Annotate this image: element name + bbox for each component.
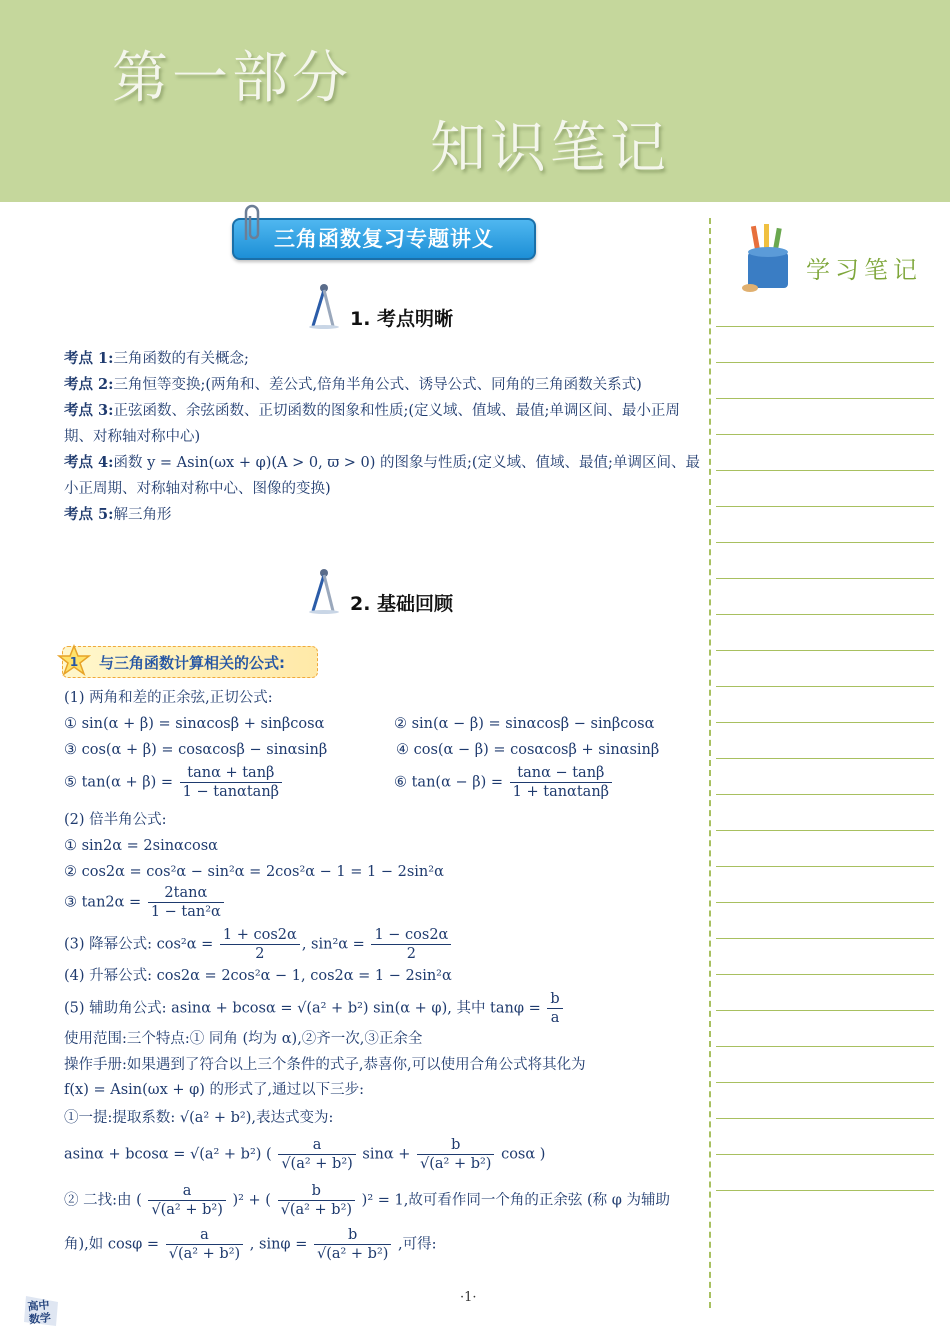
logo-icon xyxy=(22,1292,62,1328)
formula-heading: (2) 倍半角公式: xyxy=(64,812,167,828)
numerator: 1 − cos2α xyxy=(371,926,451,945)
note-line xyxy=(716,866,934,867)
kaodian-item xyxy=(64,346,704,372)
formula-line: (4) 升幂公式: cos2α = 2cos²α − 1, cos2α = 1 − 2sin²α xyxy=(64,968,452,984)
formula-text: ,可得: xyxy=(398,1236,437,1253)
formula-line: ② sin(α − β) = sinαcosβ − sinβcosα xyxy=(394,716,655,732)
note-line xyxy=(716,326,934,327)
numerator: a xyxy=(278,1136,355,1155)
formula-text: ② 二找:由 ( xyxy=(64,1192,142,1209)
numerator: a xyxy=(148,1182,225,1201)
fraction xyxy=(148,1182,225,1219)
formula-text: ⑥ tan(α − β) = xyxy=(394,774,504,791)
formula-line: ① sin2α = 2sinαcosα xyxy=(64,838,218,854)
formula-line: ③ cos(α + β) = cosαcosβ − sinαsinβ xyxy=(64,742,328,758)
numerator: a xyxy=(166,1226,243,1245)
denominator: 2 xyxy=(255,946,265,962)
svg-text:数学: 数学 xyxy=(28,1311,52,1327)
svg-text:高中: 高中 xyxy=(26,1298,51,1314)
denominator: √(a² + b²) xyxy=(316,1246,389,1262)
numerator: b xyxy=(278,1182,355,1201)
formula-text: asinα + bcosα = √(a² + b²) ( xyxy=(64,1146,272,1163)
subsection-title: 与三角函数计算相关的公式: xyxy=(99,654,285,672)
compass-icon xyxy=(306,282,342,330)
kaodian-text: 三角函数的有关概念; xyxy=(113,351,249,367)
kaodian-item xyxy=(64,502,704,528)
formula-line xyxy=(394,764,614,801)
note-line xyxy=(716,362,934,363)
formula-line xyxy=(64,1226,437,1263)
kaodian-label: 考点 3: xyxy=(64,402,114,419)
note-line xyxy=(716,902,934,903)
kaodian-text: 函数 y = Asin(ωx + φ)(A > 0, ϖ > 0) 的图象与性质;(定义域、值域、最值;单调区间、最小正周期、对称轴对称中心、图像的变换) xyxy=(64,455,700,497)
formula-line xyxy=(64,1136,545,1173)
note-line xyxy=(716,1082,934,1083)
formula-text: , sin²α = xyxy=(301,936,365,953)
note-line xyxy=(716,578,934,579)
formula-text: (3) 降幂公式: cos²α = xyxy=(64,936,214,953)
denominator: √(a² + b²) xyxy=(419,1156,492,1172)
fraction xyxy=(510,764,612,801)
text-line: 使用范围:三个特点:① 同角 (均为 α),②齐一次,③正余全 xyxy=(64,1031,423,1047)
kaodian-item xyxy=(64,450,704,502)
fraction xyxy=(148,884,224,921)
formula-text: ⑤ tan(α + β) = xyxy=(64,774,174,791)
subsection-badge xyxy=(62,646,318,678)
fraction xyxy=(278,1136,355,1173)
formula-text: , sinφ = xyxy=(249,1236,308,1253)
formula-line: ④ cos(α − β) = cosαcosβ + sinαsinβ xyxy=(396,742,660,758)
formula-line xyxy=(64,884,226,921)
fraction xyxy=(371,926,451,963)
document-title-text: 三角函数复习专题讲义 xyxy=(274,227,494,251)
text-line: f(x) = Asin(ωx + φ) 的形式了,通过以下三步: xyxy=(64,1082,365,1098)
note-line xyxy=(716,1154,934,1155)
fraction xyxy=(278,1182,355,1219)
note-line xyxy=(716,758,934,759)
fraction xyxy=(166,1226,243,1263)
formula-line: ① sin(α + β) = sinαcosβ + sinβcosα xyxy=(64,716,325,732)
kaodian-label: 考点 2: xyxy=(64,376,114,393)
document-title xyxy=(232,218,536,260)
kaodian-text: 正弦函数、余弦函数、正切函数的图象和性质;(定义域、值域、最值;单调区间、最小正周期、对称轴对称中心) xyxy=(64,403,680,445)
note-line xyxy=(716,398,934,399)
formula-text: cosα ) xyxy=(501,1146,546,1163)
note-line xyxy=(716,974,934,975)
kaodian-label: 考点 4: xyxy=(64,454,114,471)
header-banner xyxy=(0,0,950,202)
denominator: √(a² + b²) xyxy=(168,1246,241,1262)
note-line xyxy=(716,614,934,615)
pencil-cup-icon xyxy=(740,222,796,294)
numerator: b xyxy=(417,1136,494,1155)
note-line xyxy=(716,506,934,507)
kaodian-text: 解三角形 xyxy=(113,507,172,523)
formula-line xyxy=(64,926,453,963)
badge-number: 1 xyxy=(69,655,79,669)
compass-icon xyxy=(306,567,342,615)
column-divider xyxy=(709,218,711,1308)
note-line xyxy=(716,470,934,471)
formula-text: )² = 1,故可看作同一个角的正余弦 (称 φ 为辅助 xyxy=(361,1192,670,1209)
formula-text: 角),如 cosφ = xyxy=(64,1236,160,1253)
star-icon xyxy=(57,644,91,678)
formula-text: sinα + xyxy=(362,1146,411,1163)
kaodian-item xyxy=(64,398,704,450)
denominator: √(a² + b²) xyxy=(281,1156,353,1172)
fraction xyxy=(547,990,562,1027)
formula-line xyxy=(64,1182,670,1219)
text-line: 操作手册:如果遇到了符合以上三个条件的式子,恭喜你,可以使用合角公式将其化为 xyxy=(64,1057,586,1073)
fraction xyxy=(417,1136,494,1173)
numerator: tanα − tanβ xyxy=(510,764,612,783)
kaodian-list xyxy=(64,346,704,528)
kaodian-label: 考点 1: xyxy=(64,350,114,367)
part-title: 第一部分 xyxy=(112,46,352,111)
fraction xyxy=(220,926,300,963)
kaodian-item xyxy=(64,372,704,398)
notes-title: 学习笔记 xyxy=(806,256,922,284)
numerator: 1 + cos2α xyxy=(220,926,300,945)
denominator: 2 xyxy=(406,946,416,962)
note-line xyxy=(716,1010,934,1011)
text-line: ①一提:提取系数: √(a² + b²),表达式变为: xyxy=(64,1110,334,1126)
section-heading-1: 1. 考点明晰 xyxy=(350,308,454,330)
note-line xyxy=(716,542,934,543)
fraction xyxy=(180,764,282,801)
kaodian-text: 三角恒等变换;(两角和、差公式,倍角半角公式、诱导公式、同角的三角函数关系式) xyxy=(113,377,642,393)
note-line xyxy=(716,686,934,687)
note-line xyxy=(716,1046,934,1047)
note-line xyxy=(716,650,934,651)
page-number: ·1· xyxy=(460,1290,477,1305)
formula-text: ③ tan2α = xyxy=(64,894,142,911)
note-line xyxy=(716,434,934,435)
fraction xyxy=(314,1226,391,1263)
formula-heading: (1) 两角和差的正余弦,正切公式: xyxy=(64,690,273,706)
denominator: 1 − tan²α xyxy=(150,904,221,920)
denominator: a xyxy=(550,1010,560,1026)
formula-text: (5) 辅助角公式: asinα + bcosα = √(a² + b²) sin(α + φ), 其中 tanφ = xyxy=(64,1000,541,1017)
note-line xyxy=(716,938,934,939)
denominator: √(a² + b²) xyxy=(280,1202,353,1218)
note-line xyxy=(716,1118,934,1119)
denominator: √(a² + b²) xyxy=(151,1202,223,1218)
formula-line: ② cos2α = cos²α − sin²α = 2cos²α − 1 = 1 − 2sin²α xyxy=(64,864,444,880)
formula-line xyxy=(64,990,565,1027)
kaodian-label: 考点 5: xyxy=(64,506,114,523)
note-line xyxy=(716,722,934,723)
note-line xyxy=(716,1190,934,1191)
note-line xyxy=(716,794,934,795)
denominator: 1 − tanαtanβ xyxy=(182,784,280,800)
section-heading-2: 2. 基础回顾 xyxy=(350,593,454,615)
numerator: tanα + tanβ xyxy=(180,764,282,783)
numerator: b xyxy=(547,990,562,1009)
numerator: b xyxy=(314,1226,391,1245)
denominator: 1 + tanαtanβ xyxy=(512,784,610,800)
note-line xyxy=(716,830,934,831)
formula-text: )² + ( xyxy=(232,1192,271,1209)
paperclip-icon xyxy=(238,204,262,244)
formula-line xyxy=(64,764,284,801)
part-subtitle: 知识笔记 xyxy=(430,116,670,181)
numerator: 2tanα xyxy=(148,884,224,903)
